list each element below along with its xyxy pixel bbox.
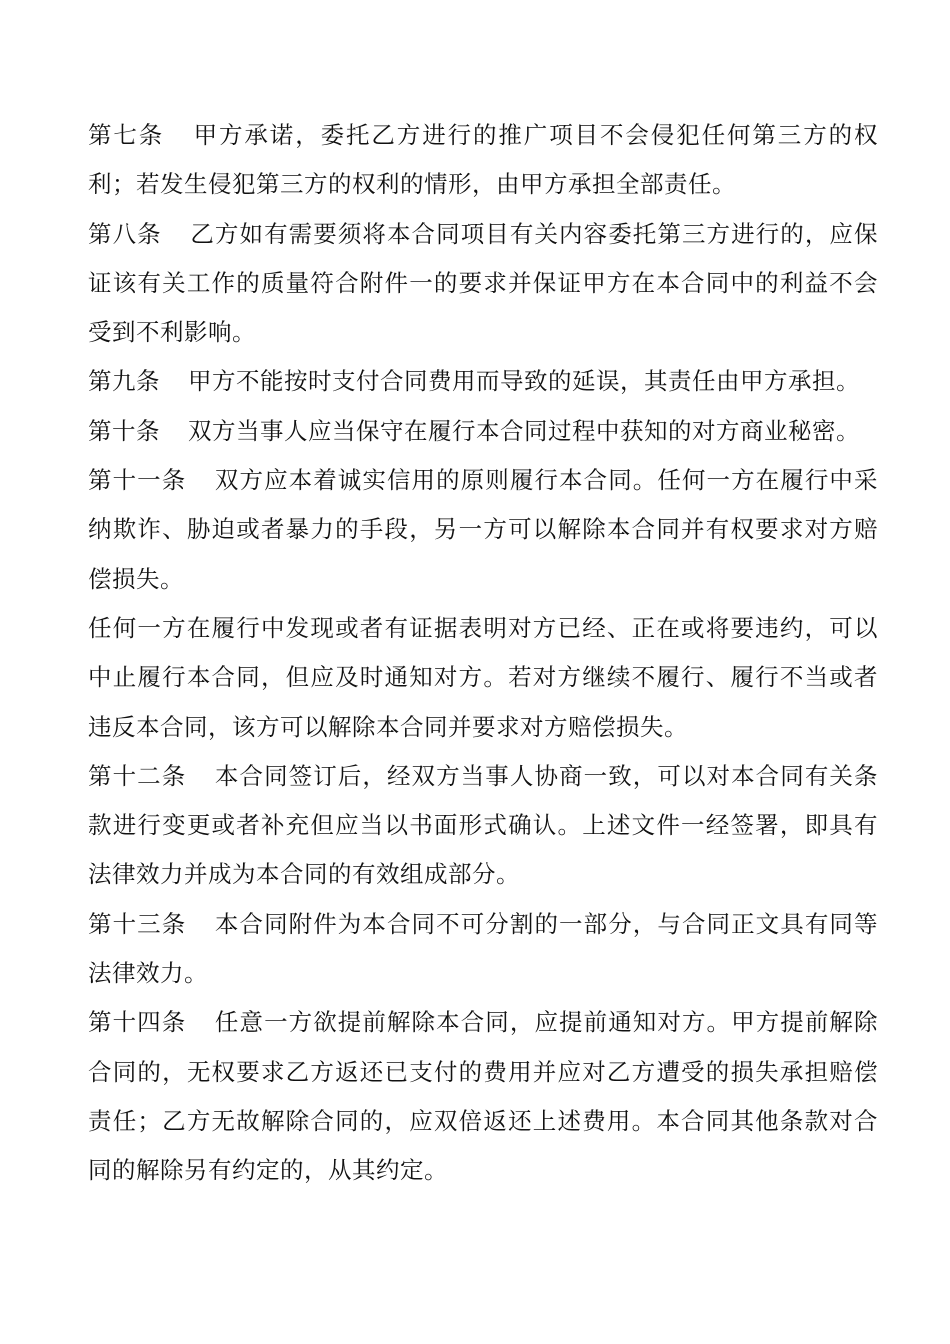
- clause-text: 任意一方欲提前解除本合同，应提前通知对方。甲方提前解除合同的，无权要求乙方返还已支付的费用并应对乙方遭受的损失承担赔偿责任；乙方无故解除合同的，应双倍返还上述费用。本合同其他条款对合同的解除另有约定的，从其约定。: [88, 1008, 879, 1185]
- clause-text: 双方当事人应当保守在履行本合同过程中获知的对方商业秘密。: [188, 416, 860, 445]
- clause-text: 本合同签订后，经双方当事人协商一致，可以对本合同有关条款进行变更或者补充但应当以书面形式确认。上述文件一经签署，即具有法律效力并成为本合同的有效组成部分。: [88, 761, 879, 889]
- clause-14: [88, 998, 878, 1195]
- contract-body: [88, 111, 878, 1196]
- clause-7: [88, 111, 878, 210]
- clause-number: 第十二条: [88, 761, 187, 790]
- clause-number: 第十四条: [88, 1008, 187, 1037]
- clause-text: 乙方如有需要须将本合同项目有关内容委托第三方进行的，应保证该有关工作的质量符合附件一的要求并保证甲方在本合同中的利益不会受到不利影响。: [88, 219, 879, 347]
- clause-number: 第七条: [88, 121, 165, 149]
- clause-13: [88, 900, 878, 999]
- clause-number: 第十三条: [88, 909, 187, 938]
- clause-text: 双方应本着诚实信用的原则履行本合同。任何一方在履行中采纳欺诈、胁迫或者暴力的手段，另一方可以解除本合同并有权要求对方赔偿损失。: [88, 466, 879, 593]
- clause-12: [88, 752, 878, 900]
- clause-11-continued: [88, 604, 878, 752]
- clause-text: 本合同附件为本合同不可分割的一部分，与合同正文具有同等法律效力。: [88, 909, 879, 988]
- clause-text: 任何一方在履行中发现或者有证据表明对方已经、正在或将要违约，可以中止履行本合同，但应及时通知对方。若对方继续不履行、履行不当或者违反本合同，该方可以解除本合同并要求对方赔偿损失。: [88, 613, 878, 741]
- clause-text: 甲方不能按时支付合同费用而导致的延误，其责任由甲方承担。: [188, 367, 860, 396]
- clause-number: 第九条: [88, 367, 160, 396]
- clause-8: [88, 210, 878, 358]
- clause-11: [88, 456, 878, 604]
- clause-9: [88, 357, 878, 406]
- clause-text: 甲方承诺，委托乙方进行的推广项目不会侵犯任何第三方的权利；若发生侵犯第三方的权利的情形，由甲方承担全部责任。: [88, 121, 879, 199]
- clause-number: 第十一条: [88, 466, 187, 495]
- clause-number: 第八条: [88, 219, 162, 248]
- clause-number: 第十条: [88, 416, 160, 445]
- clause-10: [88, 407, 878, 456]
